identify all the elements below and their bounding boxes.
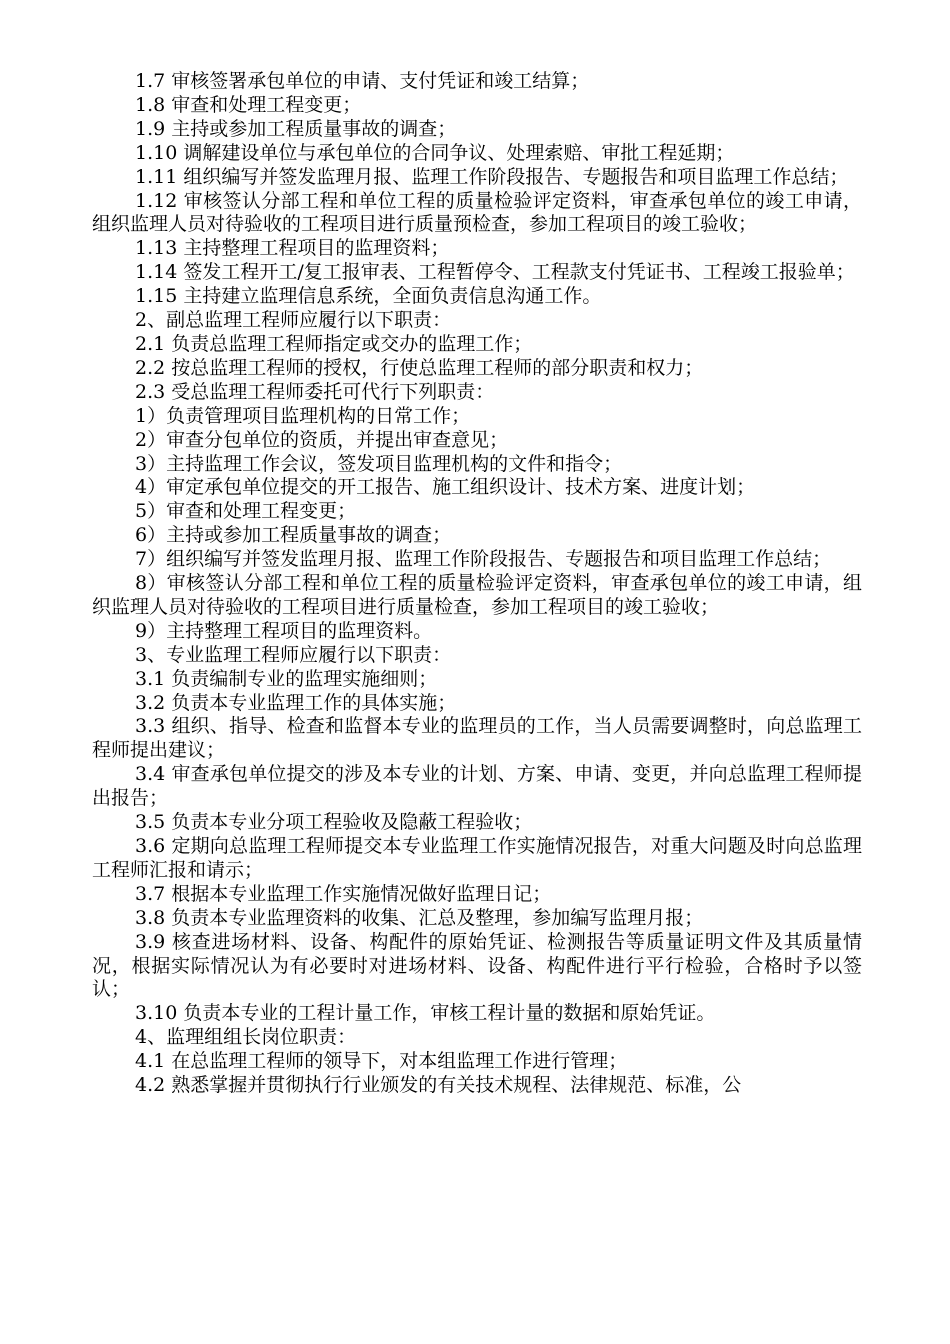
section-heading-4: 4、监理组组长岗位职责： (135, 1026, 357, 1049)
list-item-5: 5）审查和处理工程变更； (135, 500, 357, 523)
section-heading-3: 3、专业监理工程师应履行以下职责： (135, 643, 452, 666)
list-item-6: 6）主持或参加工程质量事故的调查； (135, 524, 452, 547)
list-item-2: 2）审查分包单位的资质，并提出审查意见； (135, 428, 509, 451)
paragraph-3-3: 3.3 组织、指导、检查和监督本专业的监理员的工作，当人员需要调整时，向总监理工程师提出建议； (92, 715, 862, 762)
paragraph-2-3: 2.3 受总监理工程师委托可代行下列职责： (135, 380, 495, 403)
list-item-3: 3）主持监理工作会议，签发项目监理机构的文件和指令； (135, 452, 623, 475)
paragraph-4-2: 4.2 熟悉掌握并贯彻执行行业颁发的有关技术规程、法律规范、标准，公 (135, 1074, 742, 1097)
paragraph-4-1: 4.1 在总监理工程师的领导下，对本组监理工作进行管理； (135, 1050, 628, 1073)
paragraph-1-11: 1.11 组织编写并签发监理月报、监理工作阶段报告、专题报告和项目监理工作总结； (135, 165, 849, 188)
paragraph-1-7: 1.7 审核签署承包单位的申请、支付凭证和竣工结算； (135, 70, 590, 92)
paragraph-1-12: 1.12 审核签认分部工程和单位工程的质量检验评定资料，审查承包单位的竣工申请，组织监理人员对待验收的工程项目进行质量预检查，参加工程项目的竣工验收； (92, 189, 862, 236)
paragraph-3-4: 3.4 审查承包单位提交的涉及本专业的计划、方案、申请、变更，并向总监理工程师提出报告； (92, 763, 862, 810)
paragraph-3-7: 3.7 根据本专业监理工作实施情况做好监理日记； (135, 882, 552, 905)
list-item-1: 1）负责管理项目监理机构的日常工作； (135, 404, 471, 427)
paragraph-3-9: 3.9 核查进场材料、设备、构配件的原始凭证、检测报告等质量证明文件及其质量情况，根据实际情况认为有必要时对进场材料、设备、构配件进行平行检验，合格时予以签认； (92, 930, 862, 1001)
paragraph-1-9: 1.9 主持或参加工程质量事故的调查； (135, 117, 457, 140)
paragraph-1-8: 1.8 审查和处理工程变更； (135, 93, 362, 116)
list-item-7: 7）组织编写并签发监理月报、监理工作阶段报告、专题报告和项目监理工作总结； (135, 548, 832, 571)
list-item-4: 4）审定承包单位提交的开工报告、施工组织设计、技术方案、进度计划； (135, 476, 756, 499)
paragraph-1-14: 1.14 签发工程开工/复工报审表、工程暂停令、工程款支付凭证书、工程竣工报验单； (135, 261, 855, 284)
paragraph-3-1: 3.1 负责编制专业的监理实施细则； (135, 667, 438, 690)
paragraph-3-2: 3.2 负责本专业监理工作的具体实施； (135, 691, 457, 714)
paragraph-2-1: 2.1 负责总监理工程师指定或交办的监理工作； (135, 332, 533, 355)
list-item-9: 9）主持整理工程项目的监理资料。 (135, 619, 433, 642)
paragraph-2-2: 2.2 按总监理工程师的授权，行使总监理工程师的部分职责和权力； (135, 356, 704, 379)
paragraph-3-8: 3.8 负责本专业监理资料的收集、汇总及整理，参加编写监理月报； (135, 906, 704, 929)
list-item-8: 8）审核签认分部工程和单位工程的质量检验评定资料，审查承包单位的竣工申请，组织监理人员对待验收的工程项目进行质量检查，参加工程项目的竣工验收； (92, 572, 862, 618)
section-heading-2: 2、副总监理工程师应履行以下职责： (135, 309, 452, 332)
paragraph-1-15: 1.15 主持建立监理信息系统，全面负责信息沟通工作。 (135, 285, 602, 308)
paragraph-1-13: 1.13 主持整理工程项目的监理资料； (135, 237, 450, 260)
paragraph-3-6: 3.6 定期向总监理工程师提交本专业监理工作实施情况报告，对重大问题及时向总监理工程师汇报和请示； (92, 835, 862, 881)
paragraph-1-10: 1.10 调解建设单位与承包单位的合同争议、处理索赔、审批工程延期； (135, 141, 735, 164)
paragraph-3-5: 3.5 负责本专业分项工程验收及隐蔽工程验收； (135, 811, 533, 834)
paragraph-3-10: 3.10 负责本专业的工程计量工作，审核工程计量的数据和原始凭证。 (135, 1002, 716, 1025)
